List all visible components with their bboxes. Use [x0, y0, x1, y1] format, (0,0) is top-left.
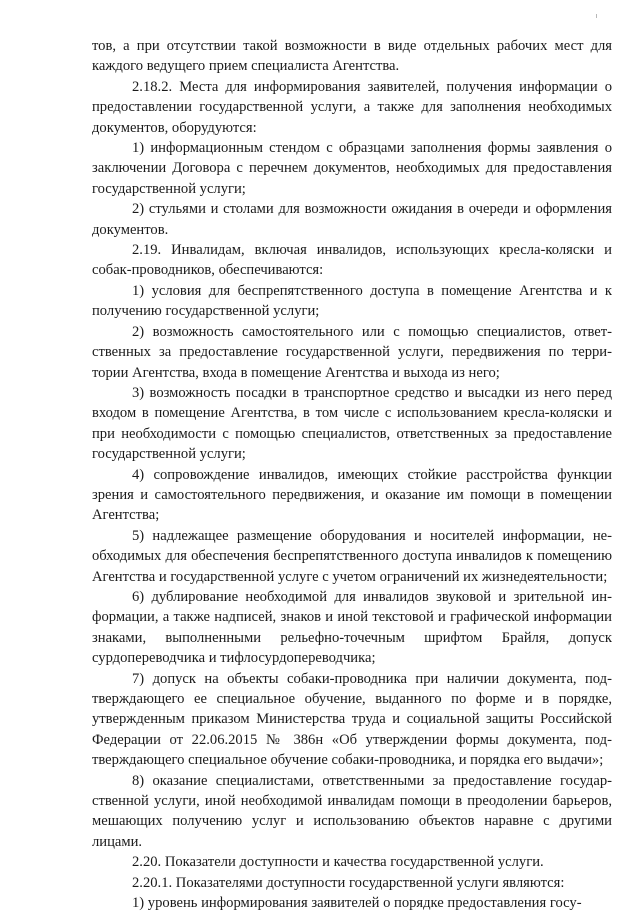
paragraph-item-1-stand: 1) информационным стендом с образцами заполнения формы заявления о заключении Договора с перечнем документов, необходимых для предоставления государственной услуги; — [92, 140, 612, 197]
paragraph-item-7-guide-dog: 7) допуск на объекты собаки-проводника при наличии документа, подтверждающего ее специальное обучение, выданного по форме и в порядке, утвержденным приказом Министерства труда и социальной защиты Российской Федерации от 22.06.2015 № 386н «Об утверждении формы документа, подтверждающего специальное обучение собаки-проводника, и порядка его выдачи»; — [92, 670, 612, 769]
paragraph-item-5-equipment: 5) надлежащее размещение оборудования и носителей информации, необходимых для обеспечения беспрепятственного доступа инвалидов к помещению Агентства и государственной услуге с учетом ограничений их жизнедеятельности; — [92, 527, 612, 585]
paragraph-2-20-1: 2.20.1. Показателями доступности государственной услуги являются: — [132, 874, 565, 891]
paragraph-item-1-access: 1) условия для беспрепятственного доступа в помещение Агентства и к получению государственной услуги; — [92, 282, 612, 320]
paragraph-item-3-transport: 3) возможность посадки в транспортное средство и высадки из него перед входом в помещение Агентства, в том числе с использованием кресла-коляски и при необходимости с помощью специалистов, ответственных за предоставление государственной услуги; — [92, 384, 612, 463]
paragraph-item-2-movement: 2) возможность самостоятельного или с помощью специалистов, ответственных за предоставление государственной услуги, передвижения по территории Агентства, входа в помещение Агентства и выхода из него; — [92, 323, 612, 381]
paragraph-item-4-escort: 4) сопровождение инвалидов, имеющих стойкие расстройства функции зрения и самостоятельного передвижения, и оказание им помощи в помещении Агентства; — [92, 466, 612, 524]
paragraph-continuation: тов, а при отсутствии такой возможности в виде отдельных рабочих мест для каждого ведущего прием специалиста Агентства. — [92, 38, 612, 75]
paragraph-2-20: 2.20. Показатели доступности и качества государственной услуги. — [132, 854, 544, 871]
paragraph-item-2-chairs: 2) стульями и столами для возможности ожидания в очереди и оформления документов. — [92, 201, 612, 238]
paragraph-item-1-informing: 1) уровень информирования заявителей о порядке предоставления госу- — [132, 895, 582, 912]
paragraph-2-19: 2.19. Инвалидам, включая инвалидов, использующих кресла-коляски и собак-проводников, обеспечиваются: — [92, 242, 612, 279]
document-body — [92, 36, 612, 913]
paragraph-item-6-duplication: 6) дублирование необходимой для инвалидов звуковой и зрительной информации, а также надписей, знаков и иной текстовой и графической информации знаками, выполненными рельефно-точечным шрифтом Брайля, допуск сурдопереводчика и тифлосурдопереводчика; — [92, 588, 612, 667]
paragraph-2-18-2: 2.18.2. Места для информирования заявителей, получения информации о предоставлении государственной услуги, а также для заполнения необходимых документов, оборудуются: — [92, 78, 612, 136]
scan-mark — [596, 14, 597, 18]
paragraph-item-8-assistance: 8) оказание специалистами, ответственными за предоставление государственной услуги, иной необходимой инвалидам помощи в преодолении барьеров, мешающих получению услуг и использованию объектов наравне с другими лицами. — [92, 772, 612, 850]
